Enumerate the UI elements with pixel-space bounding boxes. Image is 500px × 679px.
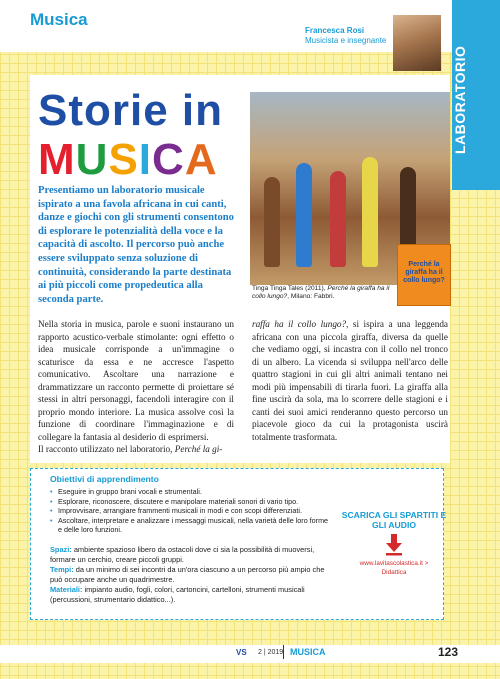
page-title: Storie in <box>38 86 224 135</box>
list-item: • Eseguire in gruppo brani vocali e strumentali. <box>50 487 330 497</box>
body-text: Il racconto utilizzato nel laboratorio, <box>38 444 175 454</box>
book-title: Perché la giraffa ha il collo lungo? <box>403 261 445 284</box>
side-tab-label: LABORATORIO <box>452 45 468 155</box>
title-letter: I <box>138 135 153 184</box>
section-label: Musica <box>30 10 88 29</box>
author-name: Francesca Rosi <box>305 26 365 35</box>
download-sub[interactable]: Didattica <box>381 568 407 576</box>
footer-brand: VS <box>236 648 247 657</box>
footer-date: 2 | 2019 <box>258 649 284 656</box>
author-credit <box>305 26 386 46</box>
tempi-text: da un minimo di sei incontri da un'ora ciascuno a un percorso più ampio che può occupare anche un quadrimestre. <box>50 565 325 584</box>
caption-title: Perché la giraffa ha il collo lungo? <box>252 285 390 301</box>
body-text: Nella storia in musica, parole e suoni instaurano un rapporto acustico-verbale stimolante: ogni effetto o idea musicale corrisponde a un'immagine o scaturisce da essa e ne accresce l'aspetto comunicativo. Ascoltare una narrazione e drammatizzare un racconto permette di proiettare sé stessi in altri personaggi, facendoli interagire con il proprio mondo interiore. La musica assolve così la funzione di coordinare l'immaginazione e di collegare la fantasia al desiderio di esprimersi. <box>38 319 234 442</box>
download-arrow-icon[interactable] <box>384 534 404 556</box>
materiali-text: impianto audio, fogli, colori, cartoncini, cartelloni, strumenti musicali (percussioni, strumentario didattico...). <box>50 585 305 604</box>
spazi-text: ambiente spazioso libero da ostacoli dove ci sia la possibilità di muoversi, formare un cerchio, creare piccoli gruppi. <box>50 545 315 564</box>
title-letter: M <box>38 135 76 184</box>
body-text: , si ispira a una leggenda africana con una piccola giraffa, diversa da quelle che vediamo oggi, si incastra con il collo nel tronco di un albero. La vicenda si sviluppa nell'arco delle quattro stagioni in cui gli altri animali tentano nei modi più impensabili di tirarla fuori. La giraffa alla fine uscirà da sola, ma lo scorrere delle stagioni e i canti dei suoi amici renderanno questo percorso un piacevole gioco da cui la protagonista uscirà totalmente trasformata. <box>252 319 449 442</box>
side-tab <box>452 0 500 190</box>
title-letter: U <box>75 135 109 184</box>
title-letter: S <box>108 135 139 184</box>
tempi-label: Tempi: <box>50 565 74 574</box>
objectives-list <box>50 487 330 535</box>
footer-bar <box>0 645 500 663</box>
materiali-label: Materiali: <box>50 585 83 594</box>
spazi-label: Spazi: <box>50 545 72 554</box>
body-italic: Perché la gi- <box>174 444 223 454</box>
page-title-colored <box>38 135 218 185</box>
caption-text: Tinga Tinga Tales (2011), <box>252 285 328 292</box>
objectives-title: Obiettivi di apprendimento <box>50 474 159 484</box>
body-italic: raffa ha il collo lungo? <box>252 319 347 329</box>
tempi-info <box>50 565 332 584</box>
spazi-info <box>50 545 332 564</box>
footer-section: MUSICA <box>290 647 326 657</box>
list-item: • Ascoltare, interpretare e analizzare i messaggi musicali, nella varietà delle loro forme e delle loro funzioni. <box>50 516 330 535</box>
body-column-left <box>38 318 234 456</box>
download-url[interactable]: www.lavitascolastica.it > <box>359 560 429 567</box>
download-link[interactable] <box>340 560 448 577</box>
author-role: Musicista e insegnante <box>305 36 387 45</box>
title-letter: A <box>184 135 218 184</box>
author-photo <box>393 15 441 71</box>
intro-paragraph: Presentiamo un laboratorio musicale ispirato a una favola africana in cui canti, danze e giochi con gli strumenti consentono di esplorare le potenzialità della voce e la capacità di ascolto. Il percorso può anche essere sviluppato senza soluzione di continuità, considerando la parte destinata ai più piccoli come propedeutica alla seconda parte. <box>38 185 234 305</box>
title-letter: C <box>152 135 185 184</box>
download-title: SCARICA GLI SPARTITI E GLI AUDIO <box>341 510 447 530</box>
list-item: • Esplorare, riconoscere, discutere e manipolare materiali sonori di vario tipo. <box>50 497 330 507</box>
footer-divider <box>283 645 284 659</box>
page-number: 123 <box>438 645 459 659</box>
list-item: • Improvvisare, arrangiare frammenti musicali in modi e con scopi differenziati. <box>50 506 330 516</box>
book-cover <box>397 244 451 306</box>
photo-caption <box>252 285 392 302</box>
body-column-right <box>252 318 448 443</box>
materiali-info <box>50 585 332 604</box>
caption-publisher: , Milano: Fabbri. <box>287 293 335 301</box>
